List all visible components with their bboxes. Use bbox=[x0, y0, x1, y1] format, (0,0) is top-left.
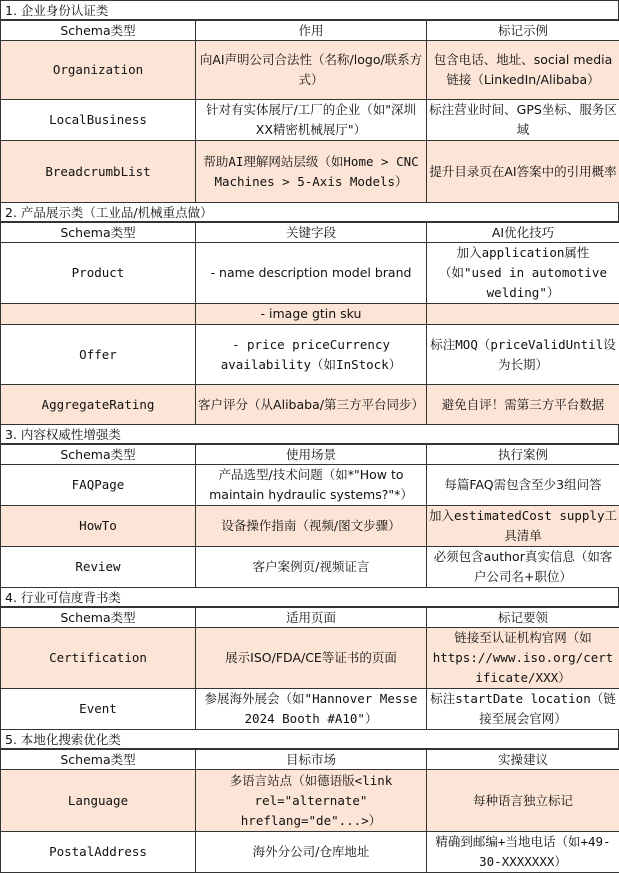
table-cell: 客户案例页/视频证言 bbox=[196, 547, 427, 588]
table-cell: 标注startDate location（链接至展会官网） bbox=[427, 689, 619, 730]
schema-type-cell: LocalBusiness bbox=[1, 100, 196, 141]
schema-type-cell: Certification bbox=[1, 628, 196, 689]
schema-type-cell: Event bbox=[1, 689, 196, 730]
section-table bbox=[0, 444, 619, 588]
table-row bbox=[1, 547, 619, 588]
column-header: 目标市场 bbox=[196, 750, 427, 770]
table-cell: - image gtin sku bbox=[196, 304, 427, 325]
table-cell: 每种语言独立标记 bbox=[427, 770, 619, 832]
table-cell: - name description model brand bbox=[196, 243, 427, 304]
table-row bbox=[1, 465, 619, 506]
table-cell: 精确到邮编+当地电话（如+49-30-XXXXXXX） bbox=[427, 832, 619, 873]
column-header: Schema类型 bbox=[1, 21, 196, 41]
section-table bbox=[0, 20, 619, 203]
section-title: 2. 产品展示类（工业品/机械重点做） bbox=[0, 203, 619, 222]
table-cell: 加入application属性（如"used in automotive welding"） bbox=[427, 243, 619, 304]
table-cell: 加入estimatedCost supply工具清单 bbox=[427, 506, 619, 547]
table-cell: 标注MOQ（priceValidUntil设为长期） bbox=[427, 325, 619, 385]
table-cell: 标注营业时间、GPS坐标、服务区域 bbox=[427, 100, 619, 141]
schema-type-cell: Offer bbox=[1, 325, 196, 385]
schema-type-cell: Organization bbox=[1, 41, 196, 100]
column-header: 实操建议 bbox=[427, 750, 619, 770]
table-cell: 产品选型/技术问题（如*"How to maintain hydraulic systems?"*） bbox=[196, 465, 427, 506]
table-header-row bbox=[1, 223, 619, 243]
table-cell: 参展海外展会（如"Hannover Messe 2024 Booth #A10"） bbox=[196, 689, 427, 730]
table-row bbox=[1, 141, 619, 203]
section-title: 5. 本地化搜索优化类 bbox=[0, 730, 619, 749]
table-cell: 避免自评！需第三方平台数据 bbox=[427, 385, 619, 425]
table-header-row bbox=[1, 608, 619, 628]
table-row bbox=[1, 832, 619, 873]
schema-type-cell: HowTo bbox=[1, 506, 196, 547]
table-cell: 每篇FAQ需包含至少3组问答 bbox=[427, 465, 619, 506]
table-cell: 向AI声明公司合法性（名称/logo/联系方式） bbox=[196, 41, 427, 100]
table-row bbox=[1, 506, 619, 547]
schema-type-cell: AggregateRating bbox=[1, 385, 196, 425]
column-header: 标记示例 bbox=[427, 21, 619, 41]
table-header-row bbox=[1, 445, 619, 465]
section-title: 4. 行业可信度背书类 bbox=[0, 588, 619, 607]
section-table bbox=[0, 222, 619, 425]
section-title: 1. 企业身份认证类 bbox=[0, 1, 619, 20]
table-cell: - price priceCurrency availability（如InStock） bbox=[196, 325, 427, 385]
section-title: 3. 内容权威性增强类 bbox=[0, 425, 619, 444]
column-header: Schema类型 bbox=[1, 223, 196, 243]
column-header: Schema类型 bbox=[1, 445, 196, 465]
table-cell: 设备操作指南（视频/图文步骤） bbox=[196, 506, 427, 547]
table-cell: 展示ISO/FDA/CE等证书的页面 bbox=[196, 628, 427, 689]
column-header: AI优化技巧 bbox=[427, 223, 619, 243]
column-header: Schema类型 bbox=[1, 750, 196, 770]
table-row bbox=[1, 628, 619, 689]
table-cell: 海外分公司/仓库地址 bbox=[196, 832, 427, 873]
schema-type-cell: Product bbox=[1, 243, 196, 304]
table-row bbox=[1, 385, 619, 425]
schema-type-cell: FAQPage bbox=[1, 465, 196, 506]
column-header: 适用页面 bbox=[196, 608, 427, 628]
table-header-row bbox=[1, 750, 619, 770]
column-header: 标记要领 bbox=[427, 608, 619, 628]
column-header: Schema类型 bbox=[1, 608, 196, 628]
table-row bbox=[1, 100, 619, 141]
schema-type-cell: Language bbox=[1, 770, 196, 832]
table-row bbox=[1, 304, 619, 325]
section-table bbox=[0, 607, 619, 730]
table-row bbox=[1, 325, 619, 385]
table-header-row bbox=[1, 21, 619, 41]
table-cell: 客户评分（从Alibaba/第三方平台同步） bbox=[196, 385, 427, 425]
schema-type-cell: PostalAddress bbox=[1, 832, 196, 873]
column-header: 执行案例 bbox=[427, 445, 619, 465]
column-header: 关键字段 bbox=[196, 223, 427, 243]
table-cell: 包含电话、地址、social media链接（LinkedIn/Alibaba） bbox=[427, 41, 619, 100]
table-row bbox=[1, 41, 619, 100]
section-table bbox=[0, 749, 619, 873]
table-cell: 多语言站点（如德语版<link rel="alternate" hreflang="de"...>） bbox=[196, 770, 427, 832]
schema-type-cell: Review bbox=[1, 547, 196, 588]
column-header: 使用场景 bbox=[196, 445, 427, 465]
table-cell: 必须包含author真实信息（如客户公司名+职位） bbox=[427, 547, 619, 588]
table-cell: 帮助AI理解网站层级（如Home > CNC Machines > 5-Axis Models） bbox=[196, 141, 427, 203]
column-header: 作用 bbox=[196, 21, 427, 41]
schema-type-cell bbox=[1, 304, 196, 325]
table-row bbox=[1, 689, 619, 730]
table-row bbox=[1, 770, 619, 832]
table-cell: 提升目录页在AI答案中的引用概率 bbox=[427, 141, 619, 203]
table-cell bbox=[427, 304, 619, 325]
table-row bbox=[1, 243, 619, 304]
schema-type-cell: BreadcrumbList bbox=[1, 141, 196, 203]
table-cell: 针对有实体展厅/工厂的企业（如"深圳XX精密机械展厅"） bbox=[196, 100, 427, 141]
table-cell: 链接至认证机构官网（如https://www.iso.org/certificate/XXX） bbox=[427, 628, 619, 689]
